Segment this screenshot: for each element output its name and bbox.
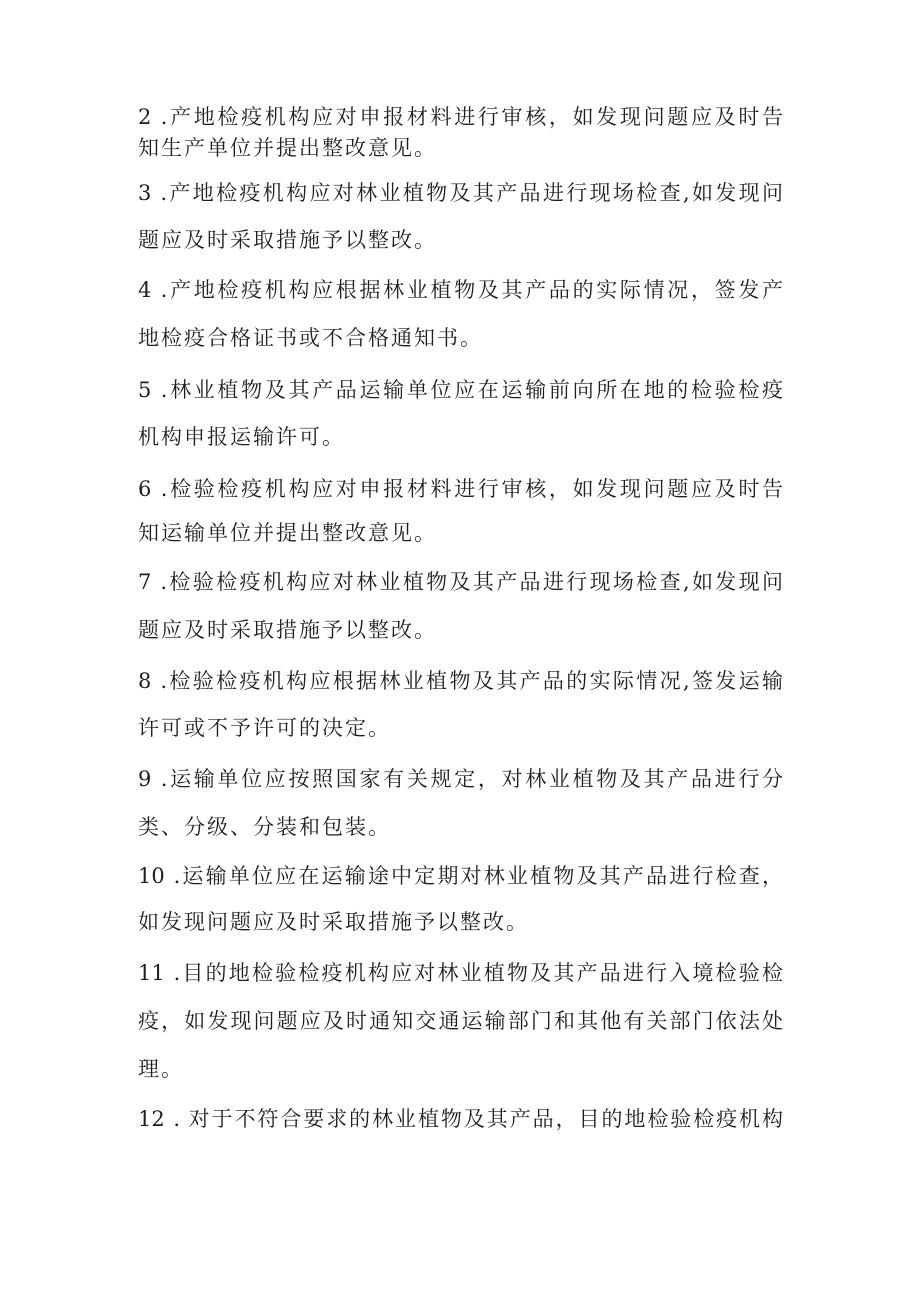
- paragraph-8-line-1: 8 .检验检疫机构应根据林业植物及其产品的实际情况,签发运输: [138, 669, 783, 693]
- paragraph-5-line-1: 5 .林业植物及其产品运输单位应在运输前向所在地的检验检疫: [138, 378, 783, 402]
- paragraph-6-line-2: 知运输单位并提出整改意见。: [138, 521, 437, 545]
- paragraph-2-line-1: 2 .产地检疫机构应对申报材料进行审核，如发现问题应及时告: [138, 105, 783, 129]
- paragraph-11-line-2: 疫，如发现问题应及时通知交通运输部门和其他有关部门依法处: [138, 1009, 783, 1033]
- paragraph-11-line-3: 理。: [138, 1057, 184, 1081]
- paragraph-9-line-2: 类、分级、分装和包装。: [138, 815, 391, 839]
- paragraph-11-line-1: 11 .目的地检验检疫机构应对林业植物及其产品进行入境检验检: [138, 961, 783, 985]
- paragraph-3-line-2: 题应及时采取措施予以整改。: [138, 228, 437, 252]
- paragraph-10-line-2: 如发现问题应及时采取措施予以整改。: [138, 910, 529, 934]
- paragraph-10-line-1: 10 .运输单位应在运输途中定期对林业植物及其产品进行检查，: [138, 864, 783, 888]
- paragraph-2-line-2: 知生产单位并提出整改意见。: [138, 136, 437, 160]
- paragraph-6-line-1: 6 .检验检疫机构应对申报材料进行审核，如发现问题应及时告: [138, 477, 783, 501]
- paragraph-5-line-2: 机构申报运输许可。: [138, 425, 345, 449]
- paragraph-12-line-1: 12 . 对于不符合要求的林业植物及其产品，目的地检验检疫机构: [138, 1107, 783, 1131]
- paragraph-9-line-1: 9 .运输单位应按照国家有关规定，对林业植物及其产品进行分: [138, 767, 783, 791]
- paragraph-3-line-1: 3 .产地检疫机构应对林业植物及其产品进行现场检查,如发现问: [138, 181, 783, 205]
- paragraph-8-line-2: 许可或不予许可的决定。: [138, 716, 391, 740]
- paragraph-4-line-2: 地检疫合格证书或不合格通知书。: [138, 326, 483, 350]
- paragraph-4-line-1: 4 .产地检疫机构应根据林业植物及其产品的实际情况，签发产: [138, 278, 783, 302]
- paragraph-7-line-1: 7 .检验检疫机构应对林业植物及其产品进行现场检查,如发现问: [138, 570, 783, 594]
- paragraph-7-line-2: 题应及时采取措施予以整改。: [138, 618, 437, 642]
